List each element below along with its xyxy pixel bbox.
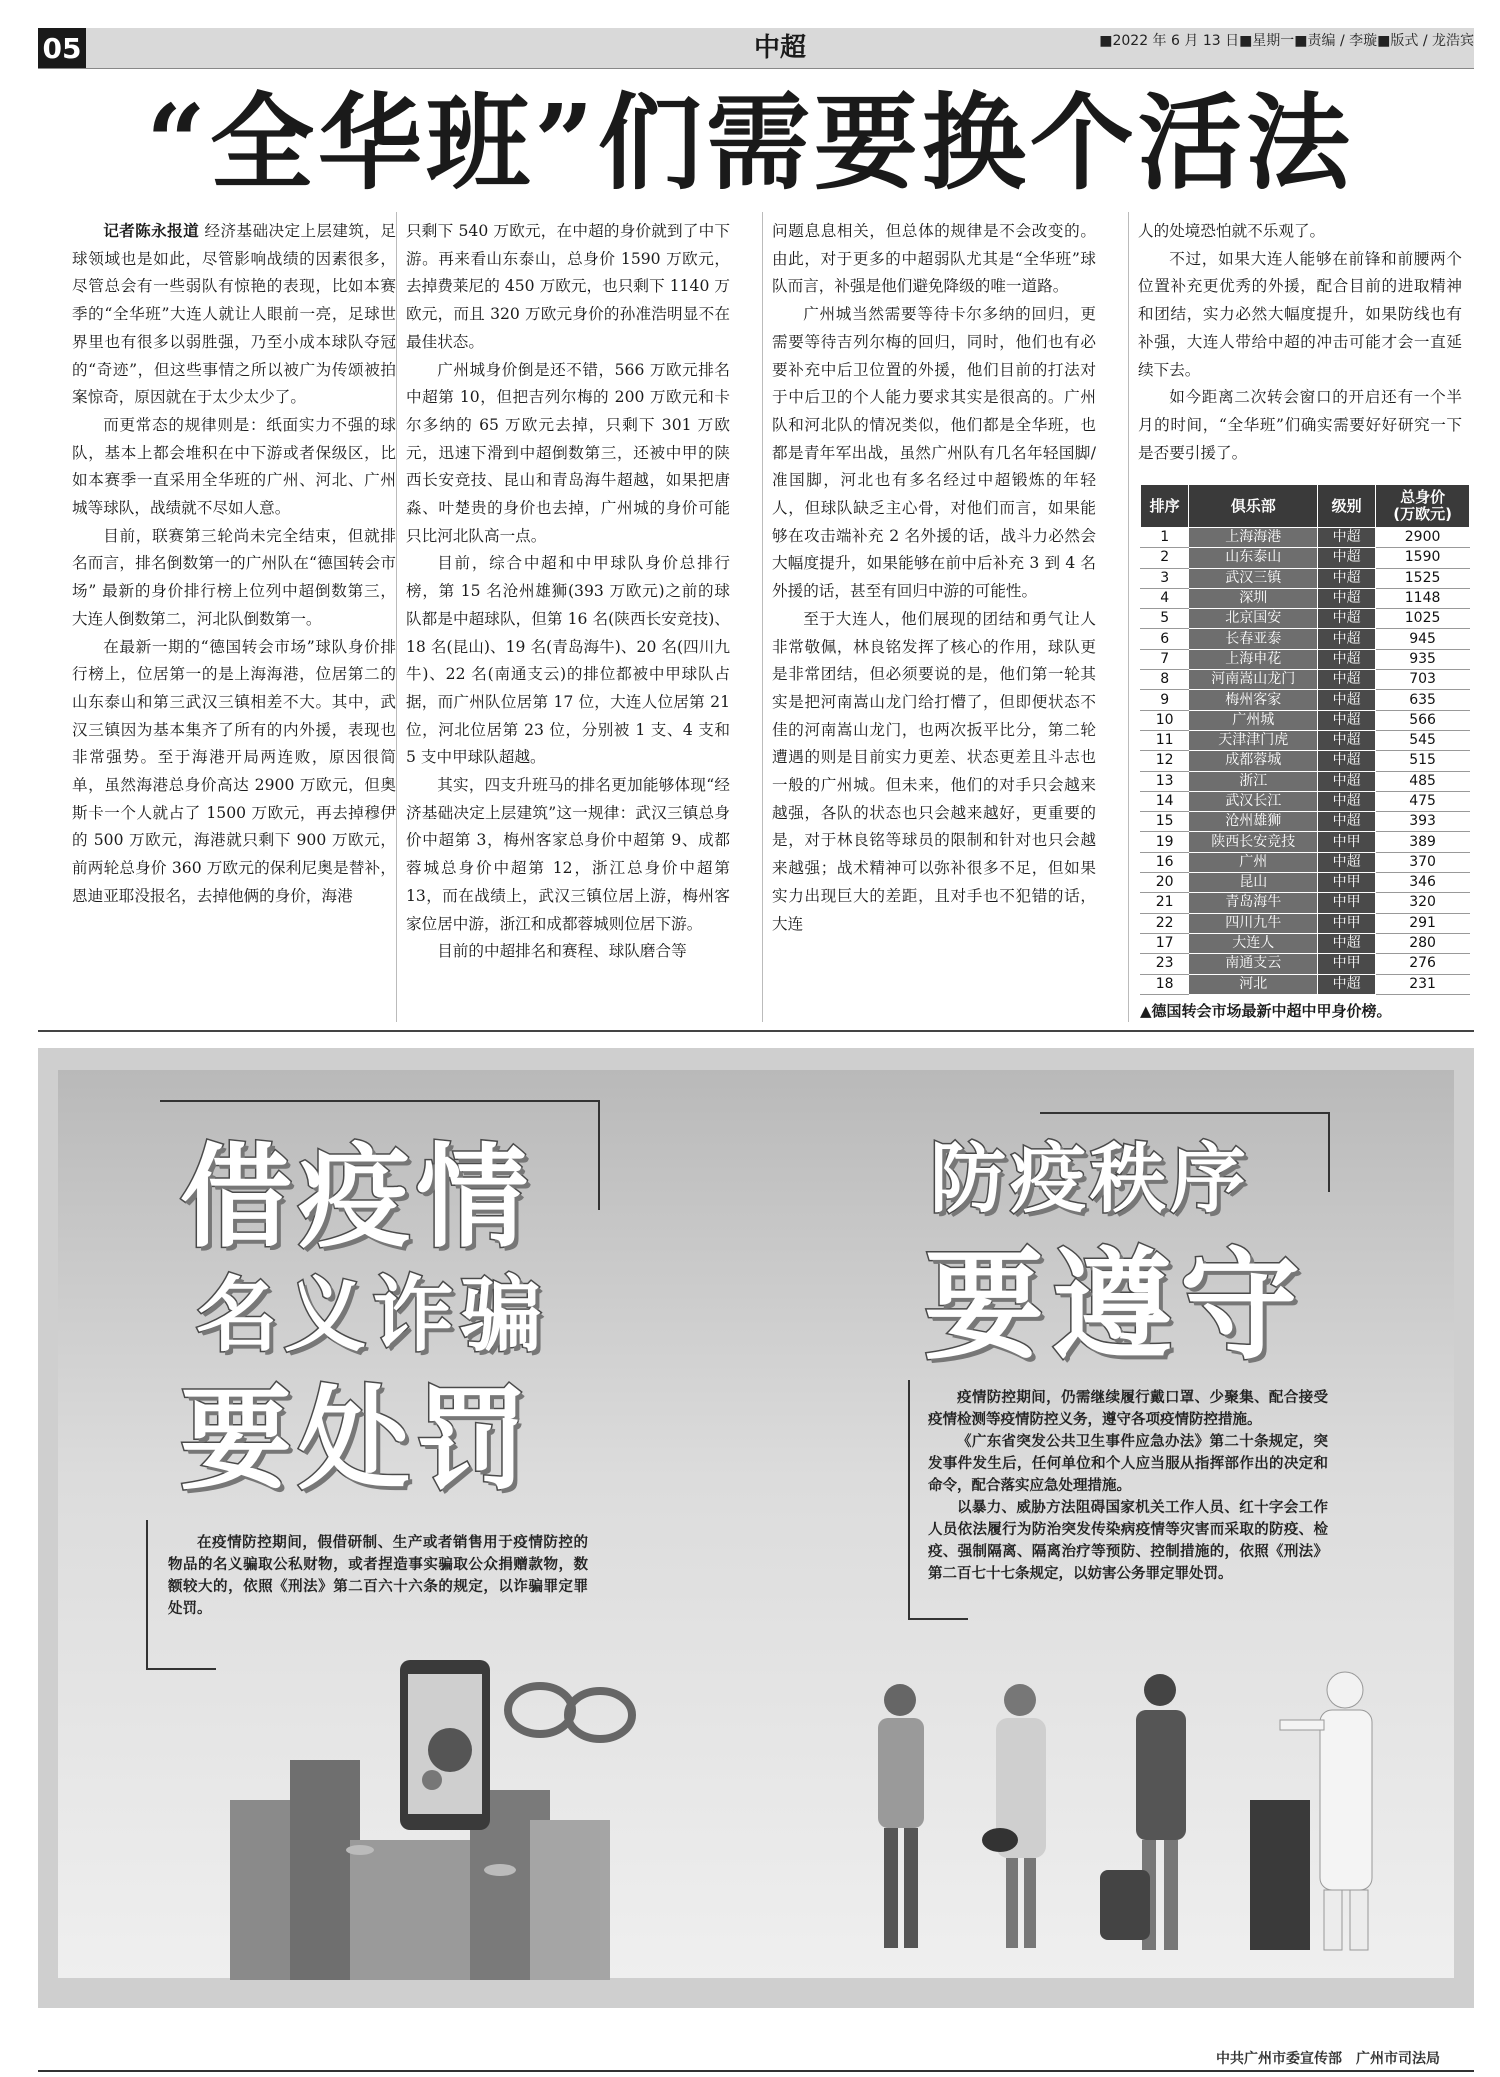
table-header-row (1141, 485, 1470, 528)
building-block (290, 1760, 360, 1980)
club-cell: 武汉三镇 (1189, 568, 1318, 588)
article-paragraph (406, 938, 730, 966)
level-cell: 中超 (1318, 710, 1376, 730)
person-figure (1100, 1674, 1186, 1950)
header-level: 级别 (1318, 485, 1376, 528)
table-row (1141, 933, 1470, 953)
level-cell: 中甲 (1318, 832, 1376, 852)
table-row (1141, 873, 1470, 893)
article-column-1 (72, 218, 396, 911)
frame-line (598, 1100, 600, 1210)
article-paragraph (772, 606, 1096, 938)
left-paragraph-text: 在疫情防控期间，假借研制、生产或者销售用于疫情防控的物品的名义骗取公私财物，或者捏造事实骗取公众捐赠款物，数额较大的，依照《刑法》第二百六十六条的规定，以诈骗罪定罪处罚。 (168, 1535, 588, 1617)
level-cell: 中甲 (1318, 913, 1376, 933)
table-row (1141, 852, 1470, 872)
value-cell: 291 (1376, 913, 1470, 933)
value-cell: 370 (1376, 852, 1470, 872)
article-paragraph (772, 301, 1096, 606)
building-block (350, 1840, 490, 1980)
article-column-3 (772, 218, 1096, 938)
article-paragraph (406, 357, 730, 551)
level-cell: 中超 (1318, 730, 1376, 750)
handcuffs-icon (568, 1691, 632, 1739)
rank-cell: 11 (1141, 730, 1189, 750)
paragraph-text: 目前，联赛第三轮尚未完全结束，但就排名而言，排名倒数第一的广州队在“德国转会市场” 最新的身价排行榜上位列中超倒数第三，大连人倒数第二，河北队倒数第一。 (72, 526, 396, 628)
article-paragraph (406, 550, 730, 772)
table-row (1141, 629, 1470, 649)
table-row (1141, 893, 1470, 913)
paragraph-text: 目前的中超排名和赛程、球队磨合等 (437, 942, 687, 961)
level-cell: 中超 (1318, 670, 1376, 690)
coin-icon (484, 1864, 516, 1876)
club-cell: 四川九牛 (1189, 913, 1318, 933)
article-paragraph (772, 218, 1096, 301)
value-cell: 276 (1376, 954, 1470, 974)
suitcase-icon (1100, 1870, 1150, 1940)
value-cell: 346 (1376, 873, 1470, 893)
level-cell: 中超 (1318, 933, 1376, 953)
rank-cell: 6 (1141, 629, 1189, 649)
left-title-line-2: 名义诈骗 (196, 1268, 549, 1363)
value-cell: 1025 (1376, 609, 1470, 629)
paragraph-text: 如今距离二次转会窗口的开启还有一个半月的时间，“全华班”们确实需要好好研究一下是否要引援了。 (1138, 388, 1462, 462)
issue-meta: ■2022 年 6 月 13 日■星期一■责编 / 李璇■版式 / 龙浩宾 (1099, 33, 1474, 49)
rank-cell: 8 (1141, 670, 1189, 690)
right-title-line-2: 要遵守 (924, 1237, 1308, 1376)
club-cell: 陕西长安竞技 (1189, 832, 1318, 852)
table-row (1141, 751, 1470, 771)
level-cell: 中超 (1318, 852, 1376, 872)
club-cell: 梅州客家 (1189, 690, 1318, 710)
level-cell: 中超 (1318, 629, 1376, 649)
club-cell: 昆山 (1189, 873, 1318, 893)
rank-cell: 3 (1141, 568, 1189, 588)
level-cell: 中超 (1318, 528, 1376, 548)
level-cell: 中超 (1318, 548, 1376, 568)
frame-line (908, 1618, 968, 1620)
club-cell: 天津津门虎 (1189, 730, 1318, 750)
club-cell: 成都蓉城 (1189, 751, 1318, 771)
rank-cell: 20 (1141, 873, 1189, 893)
level-cell: 中超 (1318, 609, 1376, 629)
column-divider (1128, 212, 1129, 1022)
queue-illustration (850, 1660, 1410, 1980)
right-title-line-1: 防疫秩序 (930, 1134, 1250, 1223)
disinfectant-bottle-icon (1250, 1800, 1310, 1950)
rank-cell: 15 (1141, 812, 1189, 832)
rank-cell: 19 (1141, 832, 1189, 852)
rank-cell: 22 (1141, 913, 1189, 933)
right-paragraph-3: 以暴力、威胁方法阻碍国家机关工作人员、红十字会工作人员依法履行为防治突发传染病疫情等灾害而采取的防疫、检疫、强制隔离、隔离治疗等预防、控制措施的，依照《刑法》第二百七十七条规定，以妨害公务罪定罪处罚。 (928, 1500, 1328, 1582)
value-cell: 2900 (1376, 528, 1470, 548)
value-cell: 545 (1376, 730, 1470, 750)
coin-icon (346, 1845, 374, 1855)
paragraph-text: 而更常态的规律则是：纸面实力不强的球队，基本上都会堆积在中下游或者保级区，比如本赛季一直采用全华班的广州、河北、广州城等球队，战绩就不尽如人意。 (72, 415, 396, 518)
left-title-line-1: 借疫情 (180, 1133, 534, 1263)
club-cell: 武汉长江 (1189, 791, 1318, 811)
table-row (1141, 548, 1470, 568)
person-icon (422, 1770, 442, 1790)
table-row (1141, 670, 1470, 690)
value-cell: 935 (1376, 649, 1470, 669)
handcuffs-icon (508, 1686, 572, 1734)
paragraph-text: 广州城身价倒是还不错，566 万欧元排名中超第 10，但把吉列尔梅的 200 万欧元和卡尔多纳的 65 万欧元去掉，只剩下 301 万欧元，迅速下滑到中超倒数第三，还被中甲的陕西长安竞技、昆山和青岛海牛超越，如果把唐淼、叶楚贵的身价也去掉，广州城的身价可能只比河北队高一点。 (406, 360, 730, 545)
value-cell: 1148 (1376, 588, 1470, 608)
club-cell: 广州城 (1189, 710, 1318, 730)
club-cell: 北京国安 (1189, 609, 1318, 629)
frame-line (146, 1520, 148, 1670)
section-divider (38, 1030, 1474, 1032)
header-rank: 排序 (1141, 485, 1189, 528)
headline: “全华班”们需要换个活法 (146, 81, 1354, 204)
rank-cell: 13 (1141, 771, 1189, 791)
right-paragraphs (928, 1387, 1328, 1585)
column-divider (396, 212, 397, 1022)
paragraph-text: 广州城当然需要等待卡尔多纳的回归，更需要等待吉列尔梅的回归，同时，他们也有必要补充中后卫位置的外援，他们目前的打法对于中后卫的个人能力要求其实是很高的。广州队和河北队的情况类似，他们都是全华班，也都是青年军出战，虽然广州队有几名年轻国脚/准国脚，河北也有多名经过中超锻炼的年轻人，但球队缺乏主心骨，对他们而言，如果能够在攻击端补充 2 名外援的话，战斗力必然会大幅度提升，如果能够在前中后补充 3 到 4 名外援的话，甚至有回归中游的可能性。 (772, 305, 1096, 601)
table-row (1141, 913, 1470, 933)
frame-line (160, 1100, 600, 1102)
paragraph-text: 在最新一期的“德国转会市场”球队身价排行榜上，位居第一的是上海海港，位居第二的山东泰山和第三武汉三镇相差不大。其中，武汉三镇因为基本集齐了所有的内外援，表现也非常强势。至于海港开局两连败，原因很简单，虽然海港总身价高达 2900 万欧元，但奥斯卡一个人就占了 1500 万欧元，再去掉穆伊的 500 万欧元，海港就只剩下 900 万欧元，前两轮总身价 360 万欧元的保利尼奥是替补，恩迪亚耶没报名，去掉他俩的身价，海港 (72, 637, 396, 905)
frame-line (1040, 1112, 1330, 1114)
rank-cell: 9 (1141, 690, 1189, 710)
level-cell: 中超 (1318, 588, 1376, 608)
valuation-table (1140, 484, 1470, 995)
rank-cell: 10 (1141, 710, 1189, 730)
section-name: 中超 (753, 33, 806, 63)
left-title-line-3: 要处罚 (180, 1375, 534, 1505)
villain-icon (428, 1728, 472, 1772)
rank-cell: 17 (1141, 933, 1189, 953)
table-caption: ▲德国转会市场最新中超中甲身价榜。 (1140, 1002, 1392, 1020)
table-row (1141, 791, 1470, 811)
level-cell: 中超 (1318, 812, 1376, 832)
value-cell: 945 (1376, 629, 1470, 649)
club-cell: 山东泰山 (1189, 548, 1318, 568)
frame-line (908, 1380, 910, 1620)
club-cell: 长春亚泰 (1189, 629, 1318, 649)
thermometer-arm (1280, 1720, 1324, 1730)
paragraph-text: 不过，如果大连人能够在前锋和前腰两个位置补充更优秀的外援，配合目前的进取精神和团结，实力必然大幅度提升，如果防线也有补强，大连人带给中超的冲击可能才会一直延续下去。 (1138, 249, 1462, 379)
header-club: 俱乐部 (1189, 485, 1318, 528)
paragraph-text: 经济基础决定上层建筑，足球领域也是如此，尽管影响战绩的因素很多，尽管总会有一些弱队有惊艳的表现，比如本赛季的“全华班”大连人就让人眼前一亮，足球世界里也有很多以弱胜强，乃至小成本球队夺冠的“奇迹”，但这些事情之所以被广为传颂被拍案惊奇，原因就在于太少太少了。 (72, 222, 396, 407)
rank-cell: 12 (1141, 751, 1189, 771)
value-cell: 485 (1376, 771, 1470, 791)
header-value: 总身价 (万欧元) (1376, 485, 1470, 528)
rank-cell: 18 (1141, 974, 1189, 994)
table-row (1141, 771, 1470, 791)
level-cell: 中超 (1318, 974, 1376, 994)
level-cell: 中超 (1318, 568, 1376, 588)
value-cell: 475 (1376, 791, 1470, 811)
club-cell: 深圳 (1189, 588, 1318, 608)
fraud-illustration (200, 1640, 700, 1980)
club-cell: 大连人 (1189, 933, 1318, 953)
left-paragraph (168, 1532, 588, 1620)
level-cell: 中甲 (1318, 873, 1376, 893)
table-row (1141, 690, 1470, 710)
paragraph-text: 至于大连人，他们展现的团结和勇气让人非常敬佩，林良铭发挥了核心的作用，球队更是非常团结，但必须要说的是，他们第一轮其实是把河南嵩山龙门给打懵了，但即便状态不佳的河南嵩山龙门，也两次扳平比分，第二轮遭遇的则是目前实力更差、状态更差且斗志也一般的广州城。但未来，他们的对手只会越来越强，各队的状态也只会越来越好，更重要的是，对于林良铭等球员的限制和针对也只会越来越强；战术精神可以弥补很多不足，但如果实力出现巨大的差距，且对手也不犯错的话，大连 (772, 609, 1096, 933)
article-column-2 (406, 218, 730, 966)
handbag-icon (982, 1828, 1018, 1852)
table-row (1141, 568, 1470, 588)
value-cell: 393 (1376, 812, 1470, 832)
table-row (1141, 832, 1470, 852)
value-cell: 280 (1376, 933, 1470, 953)
bottom-rule (38, 2070, 1474, 2072)
rank-cell: 1 (1141, 528, 1189, 548)
rank-cell: 23 (1141, 954, 1189, 974)
value-cell: 320 (1376, 893, 1470, 913)
club-cell: 沧州雄狮 (1189, 812, 1318, 832)
table-row (1141, 974, 1470, 994)
level-cell: 中甲 (1318, 893, 1376, 913)
article-paragraph (406, 218, 730, 357)
value-cell: 1590 (1376, 548, 1470, 568)
table-row (1141, 528, 1470, 548)
table-row (1141, 609, 1470, 629)
club-cell: 河南嵩山龙门 (1189, 670, 1318, 690)
right-paragraph-2: 《广东省突发公共卫生事件应急办法》第二十条规定，突发事件发生后，任何单位和个人应当服从指挥部作出的决定和命令，配合落实应急处理措施。 (928, 1434, 1328, 1494)
rank-cell: 5 (1141, 609, 1189, 629)
person-figure (878, 1684, 924, 1948)
table-row (1141, 649, 1470, 669)
article-paragraph (72, 218, 396, 412)
building-block (530, 1820, 610, 1980)
value-cell: 703 (1376, 670, 1470, 690)
level-cell: 中超 (1318, 649, 1376, 669)
rank-cell: 4 (1141, 588, 1189, 608)
rank-cell: 7 (1141, 649, 1189, 669)
article-paragraph (72, 412, 396, 523)
article-paragraph (1138, 246, 1462, 385)
paragraph-text: 其实，四支升班马的排名更加能够体现“经济基础决定上层建筑”这一规律：武汉三镇总身价中超第 3，梅州客家总身价中超第 9、成都蓉城总身价中超第 12，浙江总身价中超第 13，而在战绩上，武汉三镇位居上游，梅州客家位居中游，浙江和成都蓉城则位居下游。 (406, 776, 730, 933)
article-paragraph (72, 634, 396, 911)
frame-line (1328, 1112, 1330, 1192)
rank-cell: 21 (1141, 893, 1189, 913)
column-divider (762, 212, 763, 1022)
level-cell: 中超 (1318, 751, 1376, 771)
table-row (1141, 710, 1470, 730)
level-cell: 中超 (1318, 791, 1376, 811)
poster-credit: 中共广州市委宣传部 广州市司法局 (1216, 2051, 1440, 2067)
article-paragraph (72, 523, 396, 634)
level-cell: 中超 (1318, 690, 1376, 710)
table-row (1141, 730, 1470, 750)
person-figure (982, 1684, 1046, 1948)
rank-cell: 2 (1141, 548, 1189, 568)
paragraph-text: 人的处境恐怕就不乐观了。 (1138, 222, 1326, 240)
right-paragraph-1: 疫情防控期间，仍需继续履行戴口罩、少聚集、配合接受疫情检测等疫情防控义务，遵守各项疫情防控措施。 (928, 1390, 1328, 1428)
club-cell: 河北 (1189, 974, 1318, 994)
page-number: 05 (38, 28, 86, 68)
table-row (1141, 954, 1470, 974)
byline: 记者陈永报道 (103, 222, 200, 240)
club-cell: 上海海港 (1189, 528, 1318, 548)
paragraph-text: 目前，综合中超和中甲球队身价总排行榜，第 15 名沧州雄狮(393 万欧元)之前的球队都是中超球队，但第 16 名(陕西长安竞技)、18 名(昆山)、19 名(青岛海牛)、20 名(四川九牛)、22 名(南通支云)的排位都被中甲球队占据，而广州队位居第 17 位，大连人位居第 21 位，河北位居第 23 位，分别被 1 支、4 支和 5 支中甲球队超越。 (406, 554, 730, 767)
level-cell: 中超 (1318, 771, 1376, 791)
rank-cell: 14 (1141, 791, 1189, 811)
club-cell: 上海申花 (1189, 649, 1318, 669)
article-column-4 (1138, 218, 1462, 478)
club-cell: 南通支云 (1189, 954, 1318, 974)
level-cell: 中甲 (1318, 954, 1376, 974)
value-cell: 389 (1376, 832, 1470, 852)
value-cell: 515 (1376, 751, 1470, 771)
club-cell: 广州 (1189, 852, 1318, 872)
rank-cell: 16 (1141, 852, 1189, 872)
club-cell: 青岛海牛 (1189, 893, 1318, 913)
value-cell: 1525 (1376, 568, 1470, 588)
value-cell: 231 (1376, 974, 1470, 994)
paragraph-text: 问题息息相关，但总体的规律是不会改变的。由此，对于更多的中超弱队尤其是“全华班”球队而言，补强是他们避免降级的唯一道路。 (772, 222, 1096, 296)
value-cell: 635 (1376, 690, 1470, 710)
table-row (1141, 588, 1470, 608)
article-paragraph (1138, 384, 1462, 467)
value-cell: 566 (1376, 710, 1470, 730)
article-paragraph (1138, 218, 1462, 246)
article-paragraph (406, 772, 730, 938)
table-row (1141, 812, 1470, 832)
club-cell: 浙江 (1189, 771, 1318, 791)
paragraph-text: 只剩下 540 万欧元，在中超的身价就到了中下游。再来看山东泰山，总身价 1590 万欧元，去掉费莱尼的 450 万欧元，也只剩下 1140 万欧元，而且 320 万欧元身价的孙准浩明显不在最佳状态。 (406, 222, 730, 351)
